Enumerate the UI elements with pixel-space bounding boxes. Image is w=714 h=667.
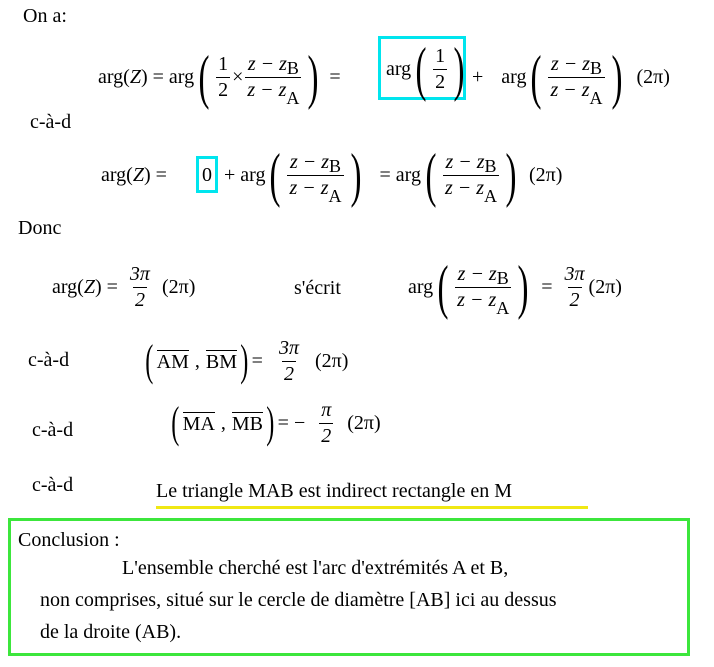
arg-label: arg [408,276,434,298]
vector-bm: BM [205,351,238,373]
modulo-2pi: (2π) [636,66,670,88]
fraction-denominator: z − z [289,176,329,199]
subscript-a: A [328,185,342,206]
right-paren: ) [307,44,319,110]
cad-label: c-à-d [32,474,74,496]
fraction-z [287,150,343,206]
plus-arg: + arg [224,164,266,186]
fraction-3pi-2 [277,338,301,385]
conclusion-line-1: L'ensemble cherché est l'arc d'extrémités A et B, [122,557,509,579]
vector-mb: MB [231,413,264,435]
conclusion-line-3: de la droite (AB). [40,621,182,643]
equation-row-1 [98,44,347,110]
fraction-numerator: z − z [289,150,329,173]
equals-sign: = [251,350,263,372]
arg-label: arg( [98,66,130,88]
comma: , [194,350,200,372]
fraction-half [216,54,230,101]
left-paren: ( [269,142,281,208]
zero-value: 0 [202,164,212,186]
fraction-denominator: z − z [444,176,485,199]
equals-sign: = [329,66,341,88]
fraction-numerator: 3π [278,336,299,359]
fraction-numerator: 3π [129,262,150,285]
equation-row-4 [142,336,348,386]
equation-row-5 [168,398,381,448]
fraction-numerator: π [321,398,332,421]
fraction-numerator: 1 [218,52,229,75]
fraction-numerator: 3π [564,262,585,285]
left-paren: ( [171,398,180,448]
arg-label: arg( [52,276,84,298]
cad-label: c-à-d [28,349,70,371]
right-paren: ) [517,254,529,320]
subscript-b: B [329,155,342,176]
conclusion-title: Conclusion : [18,529,120,551]
left-paren: ( [530,44,542,110]
arg-label: arg [501,66,527,88]
fraction-3pi-2 [128,264,152,311]
fraction-denominator: 2 [134,288,145,311]
equation-row-2-rhs [224,142,563,208]
fraction-numerator: 1 [435,44,446,67]
subscript-b: B [496,267,509,288]
right-paren: ) [350,142,362,208]
cad-label: c-à-d [30,111,72,133]
z-variable: Z [132,164,144,186]
z-variable: Z [83,276,95,298]
fraction-denominator: 2 [218,78,229,101]
modulo-2pi: (2π) [314,350,349,372]
modulo-2pi: (2π) [529,164,563,186]
modulo-2pi: (2π) [161,276,196,298]
subscript-b: B [590,57,603,78]
left-paren: ( [415,36,427,102]
equals-sign: = [541,276,553,298]
left-paren: ( [198,44,210,110]
comma: , [220,412,226,434]
fraction-numerator: z − z [445,150,485,173]
equation-row-2 [101,150,167,200]
vector-ma: MA [182,413,215,435]
fraction-denominator: z − z [550,78,590,101]
equation-row-3 [52,262,195,312]
equals-sign: ) = [94,276,118,298]
fraction-3pi-2 [563,264,587,311]
subscript-a: A [484,185,498,206]
left-paren: ( [425,142,437,208]
z-variable: Z [129,66,141,88]
fraction-pi-2 [319,400,333,447]
right-paren: ) [505,142,517,208]
triangle-statement: Le triangle MAB est indirect rectangle en M [156,480,512,502]
fraction-numerator: z − z [457,262,497,285]
equals-sign: ) = [143,164,167,186]
equals-arg: = arg [379,164,421,186]
left-paren: ( [437,254,449,320]
right-paren: ) [240,336,249,386]
fraction-denominator: 2 [569,288,580,311]
arg-label: arg( [101,164,133,186]
vector-am: AM [156,351,189,373]
fraction-z [548,52,604,108]
right-paren: ) [266,398,275,448]
left-paren: ( [145,336,154,386]
arg-label: arg [386,58,412,80]
modulo-2pi: (2π) [347,412,381,434]
subscript-b: B [286,57,299,78]
equation-row-3-rhs [408,254,622,320]
fraction-z [455,262,511,318]
cad-label: c-à-d [32,419,74,441]
fraction-denominator: z − z [247,78,287,101]
fraction-numerator: z − z [550,52,590,75]
fraction-denominator: 2 [435,70,446,93]
fraction-half [433,46,447,93]
conclusion-line-2: non comprises, situé sur le cercle de diamètre [AB] ici au dessus [40,589,557,611]
arg-half-term [386,36,469,102]
subscript-b: B [484,155,497,176]
statement-underline [156,506,588,509]
right-paren: ) [611,44,623,110]
fraction-numerator: z − z [247,52,287,75]
modulo-2pi: (2π) [588,276,622,298]
equation-row-1-rhs [472,44,670,110]
fraction-z [443,150,499,206]
secrit-label: s'écrit [294,277,341,299]
equals-arg: ) = arg [140,66,195,88]
donc-label: Donc [18,217,62,239]
equals-minus: = − [277,412,306,434]
subscript-a: A [496,297,510,318]
fraction-z [245,52,301,108]
plus-sign: + [472,66,484,88]
fraction-denominator: 2 [321,424,332,447]
fraction-denominator: 2 [283,362,294,385]
subscript-a: A [286,87,300,108]
right-paren: ) [453,36,465,102]
intro-text: On a: [23,5,67,27]
subscript-a: A [589,87,603,108]
times-sign: × [232,66,244,88]
fraction-denominator: z − z [457,288,497,311]
